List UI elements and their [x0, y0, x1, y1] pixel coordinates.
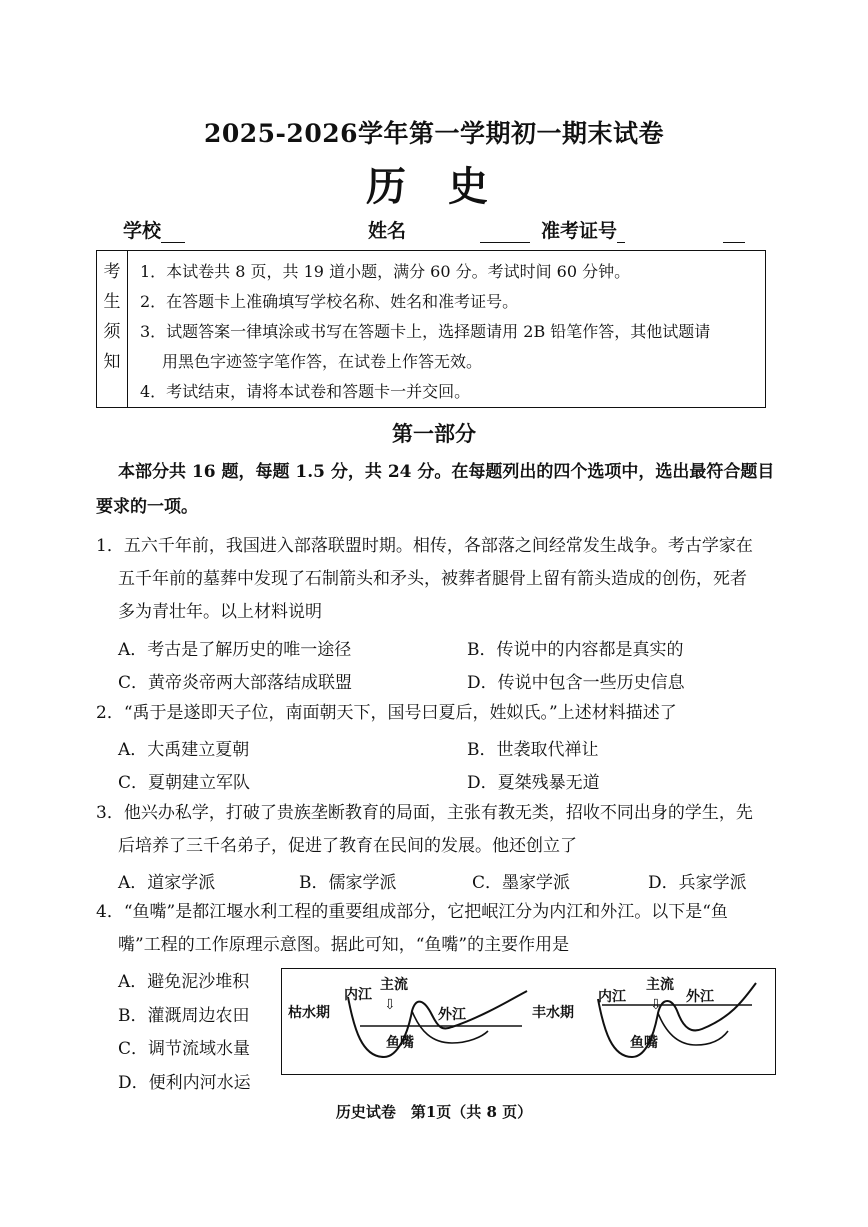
fish-mouth-label: 鱼嘴	[630, 1035, 658, 1051]
option-c: C．调节流域水量	[118, 1039, 251, 1059]
fish-mouth-diagram	[281, 968, 776, 1075]
exam-id-blank-2	[723, 224, 745, 243]
notice-item: 3．试题答案一律填涂或书写在答题卡上，选择题请用 2B 铅笔作答，其他试题请	[140, 322, 711, 341]
option-a: A．避免泥沙堆积	[118, 972, 250, 992]
dry-season-panel	[288, 976, 527, 1057]
inner-river-label: 内江	[344, 987, 372, 1003]
main-stream-label: 主流	[646, 977, 674, 993]
question-stem-line: 4．“鱼嘴”是都江堰水利工程的重要组成部分，它把岷江分为内江和外江。以下是“鱼	[96, 902, 728, 922]
option-c: C．夏朝建立军队	[118, 773, 251, 793]
dry-season-label: 枯水期	[288, 1005, 330, 1021]
question-2	[96, 697, 776, 730]
notice-side-char: 知	[103, 352, 121, 372]
notice-item-continued: 用黑色字迹签字笔作答，在试卷上作答无效。	[162, 352, 483, 371]
option-d: D．兵家学派	[648, 873, 747, 893]
option-d: D．传说中包含一些历史信息	[467, 673, 685, 693]
option-b: B．世袭取代禅让	[467, 740, 599, 760]
option-b: B．传说中的内容都是真实的	[467, 640, 684, 660]
inner-river-label: 内江	[598, 989, 626, 1005]
flow-arrow-icon: ⇩	[650, 997, 662, 1013]
exam-id-label: 准考证号	[541, 220, 618, 242]
notice-side-char: 生	[103, 292, 121, 312]
question-3	[96, 797, 776, 863]
option-a: A．考古是了解历史的唯一途径	[118, 640, 352, 660]
fish-mouth-label: 鱼嘴	[386, 1035, 414, 1051]
notice-item: 1．本试卷共 8 页，共 19 道小题，满分 60 分。考试时间 60 分钟。	[140, 262, 631, 281]
fish-mouth-outline	[658, 1013, 728, 1045]
candidate-notice-box	[96, 250, 766, 408]
question-stem-line: 五千年前的墓葬中发现了石制箭头和矛头，被葬者腿骨上留有箭头造成的创伤，死者	[118, 569, 747, 589]
section-heading: 第一部分	[392, 421, 476, 446]
option-c: C．黄帝炎帝两大部落结成联盟	[118, 673, 353, 693]
question-stem-line: 后培养了三千名弟子，促进了教育在民间的发展。他还创立了	[118, 836, 577, 856]
option-b: B．灌溉周边农田	[118, 1006, 250, 1026]
school-field	[123, 216, 185, 243]
option-b: B．儒家学派	[299, 873, 397, 893]
exam-title: 2025-2026学年第一学期初一期末试卷	[203, 119, 665, 148]
question-1	[96, 530, 776, 629]
fish-mouth-diagram-svg	[282, 969, 775, 1074]
exam-id-blank-1	[617, 224, 625, 243]
riverbed-outline	[348, 991, 527, 1057]
option-a: A．大禹建立夏朝	[118, 740, 250, 760]
school-blank	[161, 224, 185, 243]
notice-side-char: 须	[103, 322, 121, 342]
school-label: 学校	[123, 220, 162, 242]
name-label: 姓名	[368, 220, 407, 242]
name-blank	[480, 224, 530, 243]
page-footer: 历史试卷 第1页（共 8 页）	[335, 1103, 533, 1121]
wet-season-panel	[532, 976, 756, 1057]
option-d: D．夏桀残暴无道	[467, 773, 600, 793]
question-4	[96, 896, 776, 962]
question-stem-line: 3．他兴办私学，打破了贵族垄断教育的局面，主张有教无类，招收不同出身的学生，先	[96, 803, 753, 823]
subject-title: 历 史	[366, 163, 502, 210]
flow-arrow-icon: ⇩	[384, 997, 396, 1013]
wet-season-label: 丰水期	[532, 1005, 574, 1021]
section-intro: 本部分共 16 题，每题 1.5 分，共 24 分。在每题列出的四个选项中，选出最符合题目要求的一项。	[96, 462, 775, 517]
name-field	[368, 216, 530, 243]
exam-id-field	[541, 216, 745, 243]
question-stem-line: 1．五六千年前，我国进入部落联盟时期。相传，各部落之间经常发生战争。考古学家在	[96, 536, 753, 556]
outer-river-label: 外江	[686, 989, 714, 1005]
question-stem-line: 2．“禹于是遂即天子位，南面朝天下，国号曰夏后，姓姒氏。”上述材料描述了	[96, 703, 677, 723]
option-a: A．道家学派	[118, 873, 216, 893]
notice-side-label	[97, 251, 128, 408]
outer-river-label: 外江	[438, 1007, 466, 1023]
notice-item: 4．考试结束，请将本试卷和答题卡一并交回。	[140, 382, 471, 401]
notice-side-char: 考	[103, 262, 121, 282]
question-stem-line: 嘴”工程的工作原理示意图。据此可知，“鱼嘴”的主要作用是	[118, 935, 570, 955]
notice-items	[128, 251, 766, 408]
option-d: D．便利内河水运	[118, 1073, 251, 1093]
main-stream-label: 主流	[380, 977, 408, 993]
option-c: C．墨家学派	[472, 873, 571, 893]
question-stem-line: 多为青壮年。以上材料说明	[118, 602, 322, 622]
notice-item: 2．在答题卡上准确填写学校名称、姓名和准考证号。	[140, 292, 519, 311]
